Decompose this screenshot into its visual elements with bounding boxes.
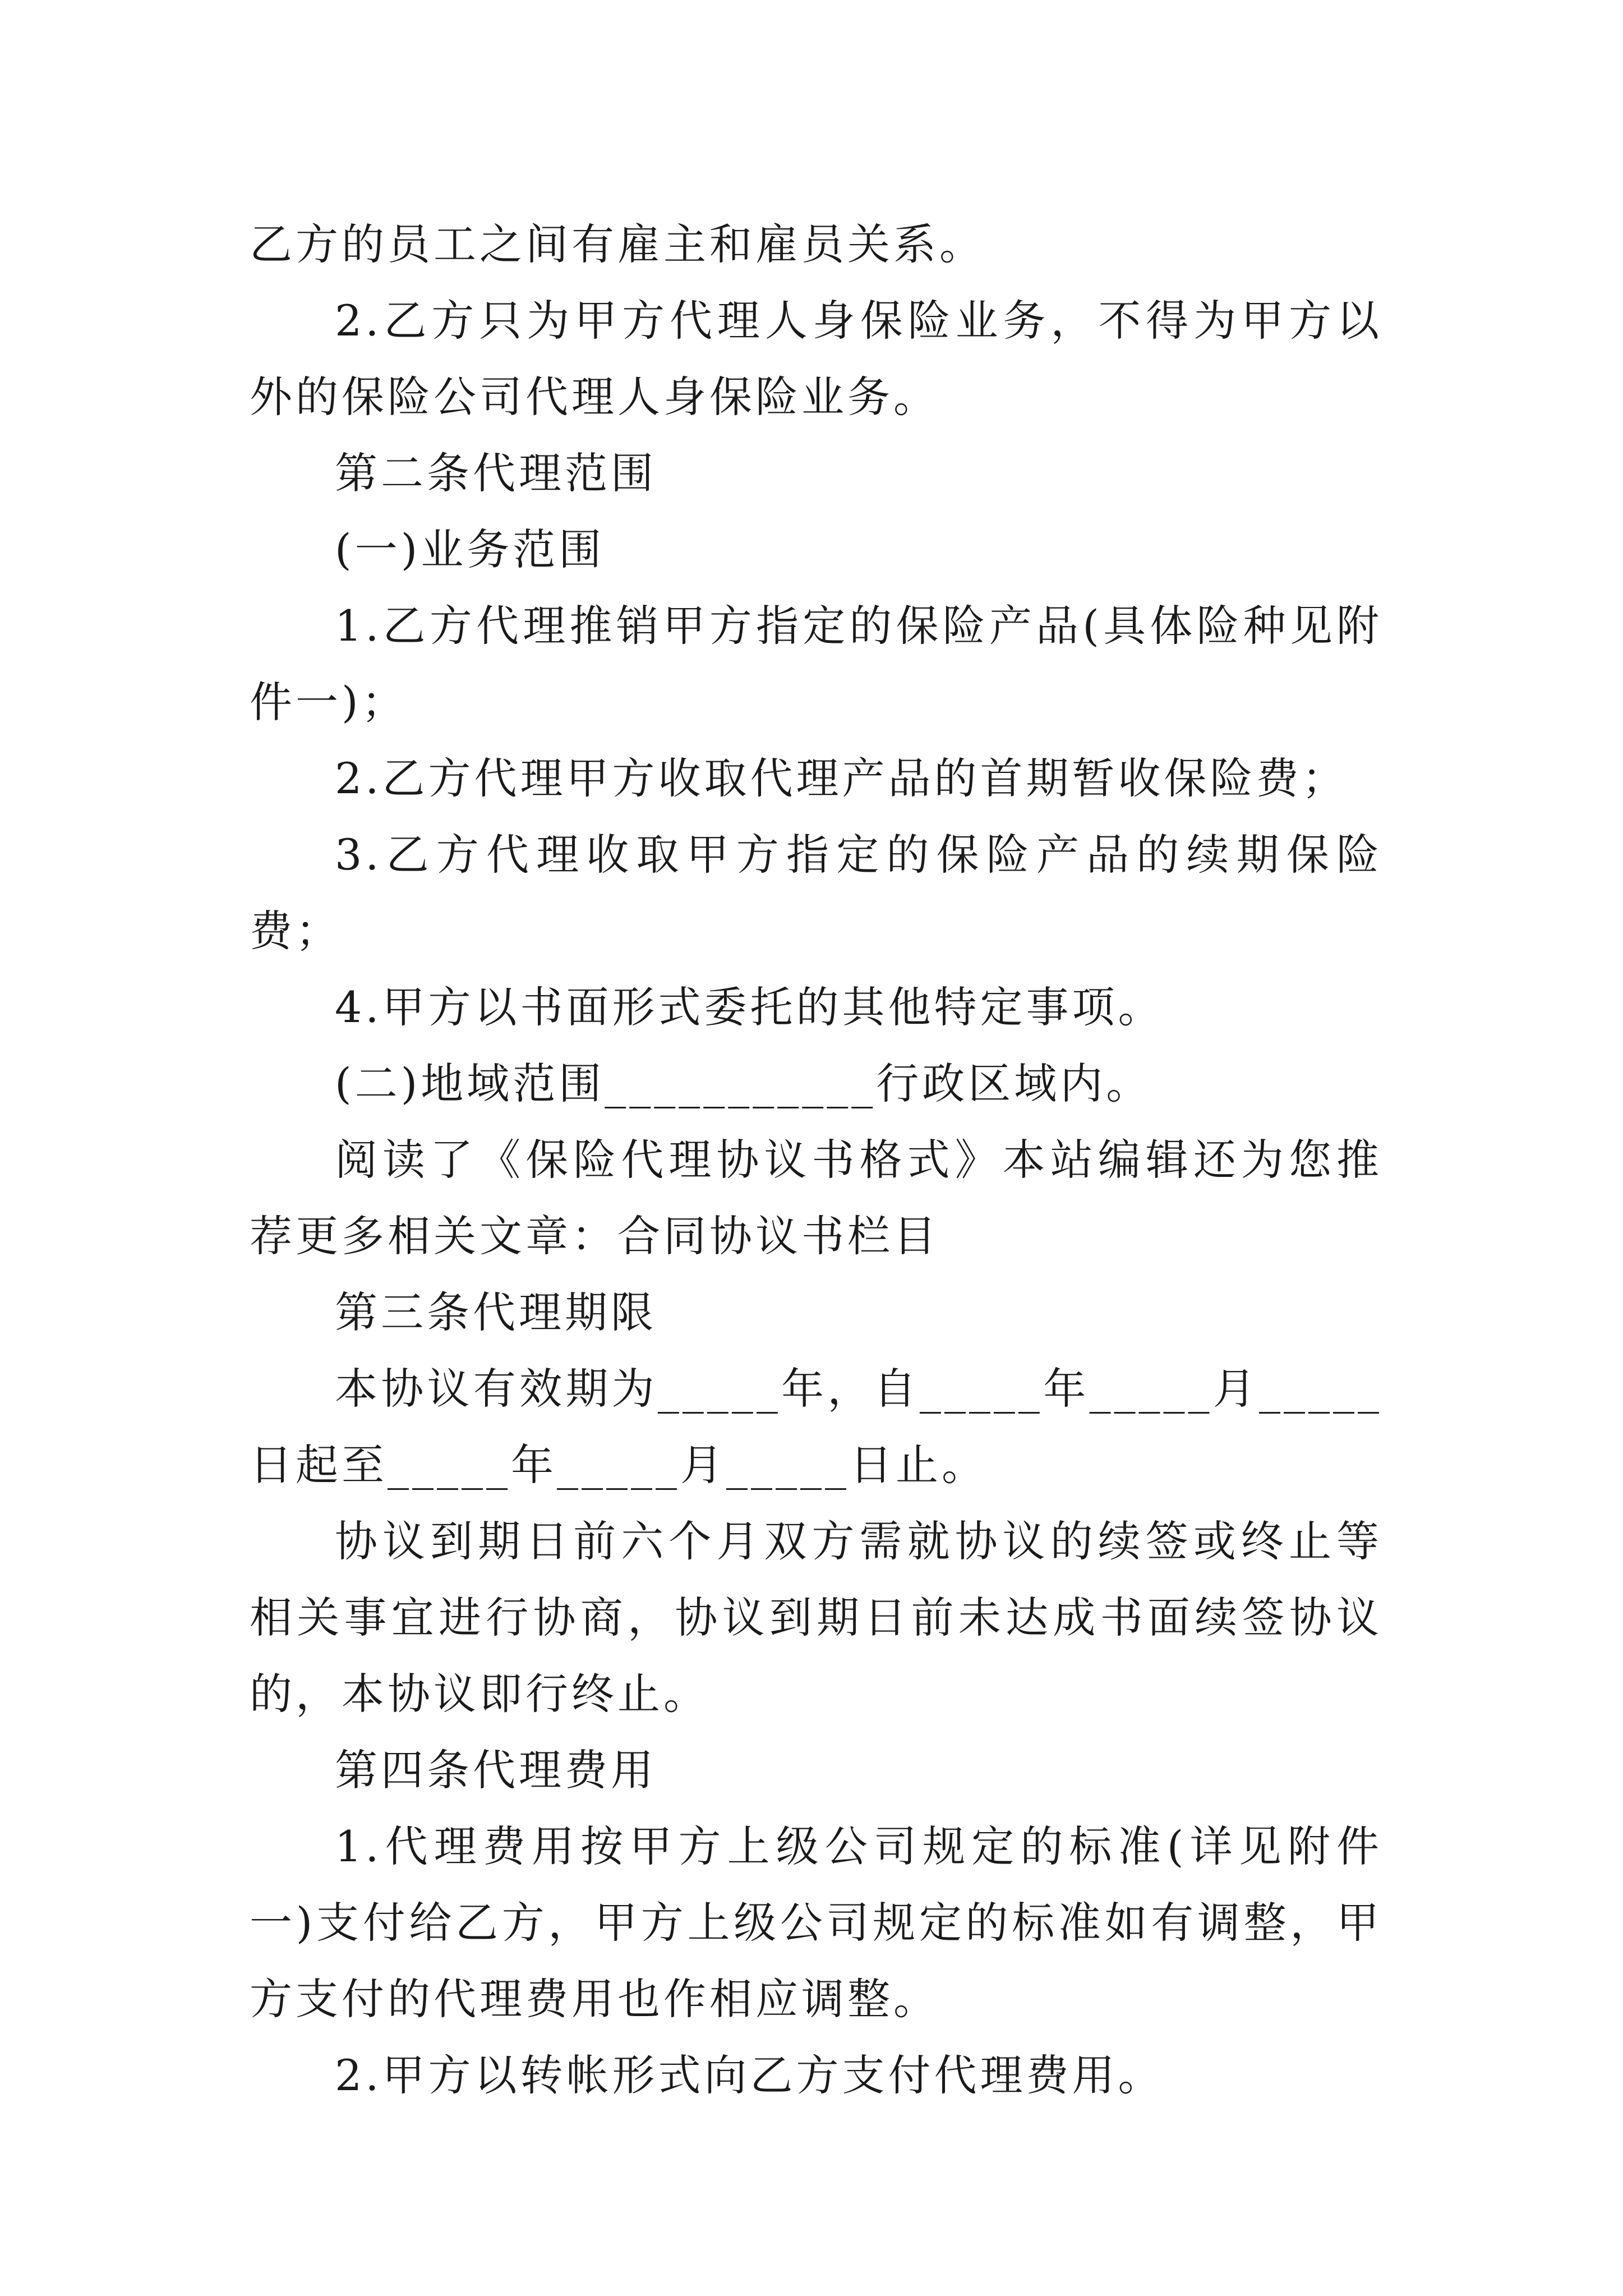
heading-article-4: 第四条代理费用 bbox=[335, 1745, 657, 1795]
paragraph-recommendation: 阅读了《保险代理协议书格式》本站编辑还为您推荐更多相关文章：合同协议书栏目 bbox=[250, 1135, 1382, 1261]
heading-article-3: 第三条代理期限 bbox=[335, 1287, 657, 1337]
subheading-business-scope: (一)业务范围 bbox=[335, 524, 605, 574]
list-item-2: 2.乙方代理甲方收取代理产品的首期暂收保险费； bbox=[335, 753, 1348, 803]
paragraph-employment-relation: 乙方的员工之间有雇主和雇员关系。 bbox=[250, 219, 985, 269]
list-item-4: 4.甲方以书面形式委托的其他特定事项。 bbox=[335, 982, 1164, 1032]
list-item-1: 1.乙方代理推销甲方指定的保险产品(具体险种见附件一)； bbox=[250, 601, 1382, 727]
heading-article-2: 第二条代理范围 bbox=[335, 448, 657, 498]
paragraph-fee-payment: 2.甲方以转帐形式向乙方支付代理费用。 bbox=[335, 2050, 1164, 2100]
document-body bbox=[250, 206, 1382, 2114]
subheading-territory-scope: (二)地域范围___________行政区域内。 bbox=[335, 1059, 1152, 1108]
list-item-3: 3.乙方代理收取甲方指定的保险产品的续期保险费； bbox=[250, 830, 1382, 956]
paragraph-renewal-terms: 协议到期日前六个月双方需就协议的续签或终止等相关事宜进行协商，协议到期日前未达成书面续签协议的，本协议即行终止。 bbox=[250, 1516, 1382, 1719]
paragraph-fee-standard: 1.代理费用按甲方上级公司规定的标准(详见附件一)支付给乙方，甲方上级公司规定的标准如有调整，甲方支付的代理费用也作相应调整。 bbox=[250, 1821, 1382, 2024]
paragraph-exclusive-agency: 2.乙方只为甲方代理人身保险业务，不得为甲方以外的保险公司代理人身保险业务。 bbox=[250, 296, 1382, 422]
paragraph-validity-period: 本协议有效期为_____年，自_____年_____月_____日起至_____年_____月_____日止。 bbox=[250, 1364, 1382, 1490]
